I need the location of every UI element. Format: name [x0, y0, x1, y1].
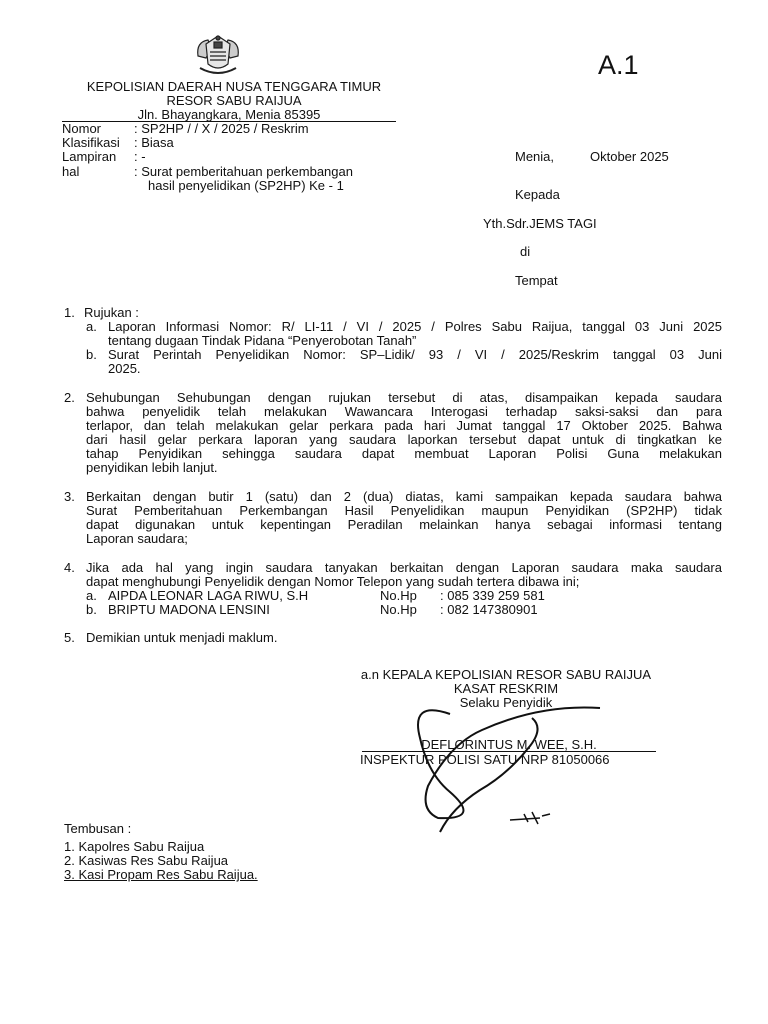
- para1-b-line2: 2025.: [108, 361, 141, 376]
- contact-a-name: AIPDA LEONAR LAGA RIWU, S.H: [108, 588, 309, 603]
- para1-a-line2: tentang dugaan Tindak Pidana “Penyerobotan Tanah”: [108, 333, 417, 348]
- recipient-name: Yth.Sdr.JEMS TAGI: [483, 216, 597, 231]
- recipient-kepada: Kepada: [515, 187, 560, 202]
- para1-b-label: b.: [86, 347, 97, 362]
- police-emblem-icon: [192, 34, 244, 76]
- signature-line3: Selaku Penyidik: [459, 695, 553, 710]
- cc-item: 3. Kasi Propam Res Sabu Raijua.: [64, 867, 258, 882]
- ref-lampiran-value: : -: [134, 149, 146, 164]
- para3-line: Berkaitan dengan butir 1 (satu) dan 2 (dua) diatas, kami sampaikan kepada saudara bahwa: [86, 489, 722, 504]
- signatory-rank: INSPEKTUR POLISI SATU NRP 81050066: [360, 752, 610, 767]
- contact-a-label: a.: [86, 588, 97, 603]
- para1-a-line1: Laporan Informasi Nomor: R/ LI-11 / VI / 2025 / Polres Sabu Raijua, tanggal 03 Juni 2025: [108, 319, 722, 334]
- para1-b-line1: Surat Perintah Penyelidikan Nomor: SP–Lidik/ 93 / VI / 2025/Reskrim tanggal 03 Juni: [108, 347, 722, 362]
- ref-klasifikasi-value: : Biasa: [134, 135, 174, 150]
- para3-line: Laporan saudara;: [86, 531, 188, 546]
- ref-nomor-value: : SP2HP / / X / 2025 / Reskrim: [134, 121, 309, 136]
- para3-number: 3.: [64, 489, 75, 504]
- recipient-di: di: [520, 244, 531, 259]
- para2-line: bahwa penyelidik telah melakukan Wawancara Interogasi terhadap saksi-saksi dan para: [86, 404, 722, 419]
- ref-hal-value: : Surat pemberitahuan perkembangan: [134, 164, 353, 179]
- signature-line1: a.n KEPALA KEPOLISIAN RESOR SABU RAIJUA: [360, 667, 652, 682]
- para4-line: dapat menghubungi Penyelidik dengan Nomor Telepon yang sudah tertera dibawa ini;: [86, 574, 580, 589]
- recipient-tempat: Tempat: [515, 273, 558, 288]
- ref-hal-line2: hasil penyelidikan (SP2HP) Ke - 1: [148, 178, 344, 193]
- cc-item: 1. Kapolres Sabu Raijua: [64, 839, 205, 854]
- ref-nomor-label: Nomor: [62, 121, 102, 136]
- para1-a-label: a.: [86, 319, 97, 334]
- letterhead-line2: RESOR SABU RAIJUA: [166, 93, 302, 108]
- contact-b-name: BRIPTU MADONA LENSINI: [108, 602, 270, 617]
- date-place: Menia,: [515, 149, 555, 164]
- contact-b-label: b.: [86, 602, 97, 617]
- signature-line2: KASAT RESKRIM: [453, 681, 559, 696]
- contact-a-phone: : 085 339 259 581: [440, 588, 545, 603]
- para1-title: Rujukan :: [84, 305, 139, 320]
- para1-number: 1.: [64, 305, 75, 320]
- para2-line: penyidikan lebih lanjut.: [86, 460, 218, 475]
- contact-a-hp-label: No.Hp: [380, 588, 417, 603]
- letterhead-line1: KEPOLISIAN DAERAH NUSA TENGGARA TIMUR: [86, 79, 382, 94]
- para3-line: Surat Pemberitahuan Perkembangan Hasil Penyelidikan maupun Penyidikan (SP2HP) tidak: [86, 503, 722, 518]
- document-code: A.1: [598, 50, 639, 80]
- para5-text: Demikian untuk menjadi maklum.: [86, 630, 278, 645]
- date-month-year: Oktober 2025: [590, 149, 669, 164]
- ref-lampiran-label: Lampiran: [62, 149, 117, 164]
- para2-line: tahap Penyidikan sehingga saudara dapat membuat Laporan Polisi Guna melakukan: [86, 446, 722, 461]
- para2-line: terlapor, dan telah melakukan gelar perkara pada hari Jumat tanggal 17 Oktober 2025. Bahwa: [86, 418, 722, 433]
- para2-number: 2.: [64, 390, 75, 405]
- ref-klasifikasi-label: Klasifikasi: [62, 135, 120, 150]
- handwritten-signature: [380, 690, 640, 860]
- signatory-name: DEFLORINTUS M. WEE, S.H.: [362, 738, 656, 752]
- contact-b-phone: : 082 147380901: [440, 602, 538, 617]
- cc-title: Tembusan :: [64, 821, 132, 836]
- ref-hal-label: hal: [62, 164, 80, 179]
- para5-number: 5.: [64, 630, 75, 645]
- letterhead-address: Jln. Bhayangkara, Menia 85395: [62, 108, 396, 122]
- contact-b-hp-label: No.Hp: [380, 602, 417, 617]
- para3-line: dapat digunakan untuk kepentingan Peradilan melainkan hanya sebagai informasi tentang: [86, 517, 722, 532]
- para4-line: Jika ada hal yang ingin saudara tanyakan berkaitan dengan Laporan saudara maka saudara: [86, 560, 722, 575]
- para2-line: dari hasil gelar perkara laporan yang saudara laporkan tersebut dapat untuk di tingkatkan ke: [86, 432, 722, 447]
- para2-line: Sehubungan Sehubungan dengan rujukan tersebut di atas, disampaikan kepada saudara: [86, 390, 722, 405]
- para4-number: 4.: [64, 560, 75, 575]
- cc-item: 2. Kasiwas Res Sabu Raijua: [64, 853, 229, 868]
